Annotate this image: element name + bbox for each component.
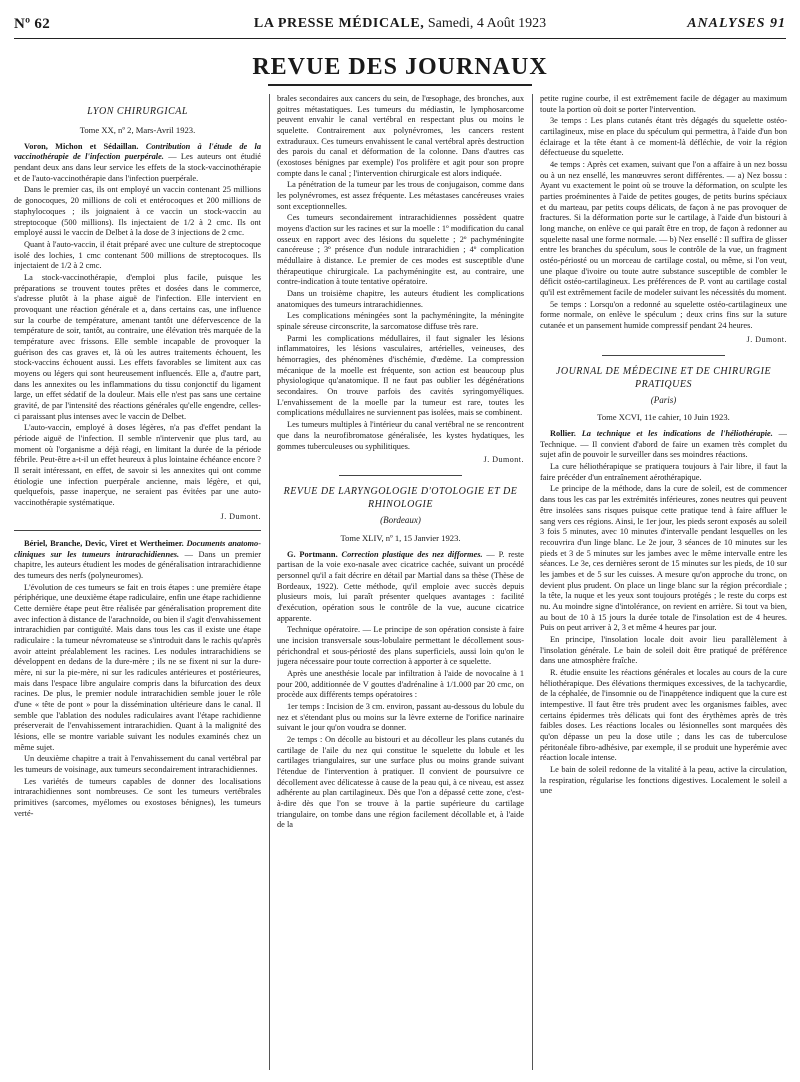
article-paragraph [14, 142, 261, 185]
paragraph-text: La cure héliothérapique se pratiquera toujours à l'air libre, il faut la faire précéder d'un entraînement aérothérapique. [540, 462, 787, 482]
paragraph-text: Les variétés de tumeurs capables de donner des localisations intrarachidiennes sont nombreuses. Ce sont les tumeurs vertébrales primitives (sarcomes, myélomes ou exostoses bénignes), les tumeurs verté- [14, 776, 261, 818]
paragraph-text: — Dans un premier chapitre, les auteurs étudient les modes de généralisation intrarachidienne des tumeurs des nerfs (polyneuromes). [14, 549, 261, 580]
column-divider [269, 94, 270, 1070]
signature: J. Dumont. [746, 334, 787, 344]
article-authors: Voron, Michon et Sédaillan. [24, 141, 139, 151]
article-separator [339, 475, 463, 476]
paragraph-text: Les tumeurs multiples à l'intérieur du canal vertébral ne se rencontrent que dans la neurofibromatose généralisée, les kystes hydatiques, les gommes tuberculeuses ou syphilitiques. [277, 420, 524, 451]
journal-issue: Tome XCVI, 11e cahier, 10 Juin 1923. [597, 412, 730, 423]
journal-place: (Bordeaux) [380, 515, 421, 525]
paragraph-text: petite rugine courbe, il est extrêmement facile de dégager au maximum toute la portion où doit se porter l'intervention. [540, 94, 787, 114]
column-1 [14, 98, 261, 1068]
page-number: Nº 62 [14, 16, 51, 32]
paragraph-text: 2e temps : On décolle au bistouri et au décolleur les plans cutanés du cartilage de l'aile du nez qui constitue le squelette du lobule et les cartilages triangulaires, sur une surface plus ou moins grande suivant l'étendue de l'intervention à pratiquer. Il convient de poursuivre ce décollement avec délicatesse à cause de la peau qui, à ce niveau, est assez adhérente au plan cartilagineux. Dès que l'on a dépassé cette zone, c'est-à-dire dès que l'on se trouve à la partie supérieure du cartilage triangulaire, on tombe dans une région facilement décollable et, à l'aide de la [277, 734, 524, 830]
column-divider [532, 94, 533, 1070]
paragraph-text: Technique opératoire. — Le principe de son opération consiste à faire une incision transversale sous-lobulaire permettant le décollement sous-périchondral et sous-périosté des plans superficiels, aussi loin qu'on le jugera nécessaire pour toute correction à apporter à ce squelette. [277, 625, 524, 667]
paragraph-text: Le bain de soleil redonne de la vitalité à la peau, active la circulation, la respiration, régularise les fonctions digestives. Localement le soleil a une [540, 764, 787, 796]
paragraph-text: Quant à l'auto-vaccin, il était préparé avec une culture de streptocoque isolé des lochies, 1 cmc contenant 500 millions de streptocoques. Ils injectaient de 1/2 à 2 cmc. [14, 239, 261, 271]
paragraph-text: Parmi les complications médullaires, il faut signaler les lésions inflammatoires, les lésions vasculaires, artérielles, veineuses, des hémorragies, des phénomènes d'ischémie, d'œdème. La compression mécanique de la moelle est fréquente, son action est beaucoup plus physiologique qu'anatomique. Il ne faut pas oublier les dégénérations secondaires. On trouve parfois des cavités syringomyéliques. L'envahissement de la moelle par la tumeur est rare, toutes les complications médullaires ne surviennent pas isolées, mais se combinent. [277, 333, 524, 418]
paragraph-text: La stock-vaccinothérapie, d'emploi plus facile, puisque les préparations se trouvent toutes prêtes et dosées dans le commerce, s'adresse plutôt à la phase aiguë de l'infection. Elle intervient en provoquant une réaction générale et a, dans certains cas, une influence sur la courbe de température, amenant tantôt une défervescence de la température de soir, tantôt, au contraire, une élévation très marquée de la température avec frissons. Elle semble incapable de provoquer la guérison des cas graves et, là où les autres traitements échouent, les stock-vaccins échouent aussi. Les effets favorables se limitent aux cas moyens ou légers qui sont heureusement influencés. Elle a, d'autre part, dans les annexites ou les inflammations du tissu conjonctif du ligament large, un effet sédatif de la douleur. Mais elle n'est pas sans une certaine gravité, de par l'intensité des réactions générales qu'elle engendre, celles-ci paraissant plus intenses avec le vaccin de Delbet. [14, 272, 261, 421]
article-title: Documents anatomo-cliniques sur les tumeurs intrarachidiennes. [14, 538, 261, 559]
signature: J. Dumont. [220, 511, 261, 521]
journal-place: (Paris) [650, 394, 677, 405]
column-3 [540, 94, 787, 1064]
paragraph-text: Le principe de la méthode, dans la cure de soleil, est de commencer dans tous les cas par les extrémités inférieures, zones neutres qui peuvent être insolées sans risques puisque cette pratique tend à faire affluer le sang vers ces régions. Ainsi, le 1er jour, les pieds seront exposés au soleil 3 fois 5 minutes, avec 10 minutes d'intervalle pendant lesquelles on les recouvrira d'un linge blanc. Le 2e jour, 3 séances de 10 minutes sur les pieds et 3 de 5 minutes sur les jambes avec le même intervalle entre les séances. Le 3e, ces dernières seront de 15 minutes sur les pieds, de 10 sur les jambes et de 5 sur les cuisses. A mesure qu'on approche du tronc, on devient plus prudent. On place un linge blanc sur la région précordiale ; la tête, la nuque et les yeux sont toujours protégés ; le reste du corps est nu. Au moindre signe d'intolérance, on revient en arrière. Si tout va bien, au bout de 10 à 15 jours la durée totale de l'insolation est de 4 heures. Puis on peut arriver à 2, 3 et même 4 heures par jour. [540, 484, 787, 633]
article-title: La technique et les indications de l'héliothérapie. [581, 429, 773, 439]
paragraph-text: 5e temps : Lorsqu'on a redonné au squelette ostéo-cartilagineux une forme normale, on enlève le spéculum ; deux crins fins sur la suture cutanée et un pansement humide compressif pendant 24 heures. [540, 299, 787, 331]
masthead-rule [14, 38, 786, 39]
paragraph-text: Dans un troisième chapitre, les auteurs étudient les complications anatomiques des tumeurs intrarachidiennes. [277, 289, 524, 309]
article-title: Contribution à l'étude de la vaccinothérapie de l'infection puerpérale. [14, 141, 261, 162]
paragraph-text: R. étudie ensuite les réactions générales et locales au cours de la cure héliothérapique. Des élévations thermiques excessives, de la tachycardie, de la céphalée, de l'insomnie ou de l'inappétence indiquent que la cure est intempestive. Il faut être très prudent avec les organismes faibles, avec certains épidermes très délicats qui font des érythèmes après de très faibles doses. Les réactions locales ou lésionnelles sont marquées dès qu'on dépasse un peu la dose utile ; dans les cas de tuberculose péritonéale fibro-adhésive, par exemple, il se produit une hyperémie avec réaction locale intense. [540, 667, 787, 763]
paragraph-text: Après une anesthésie locale par infiltration à l'aide de novocaïne à 1 pour 200, additionnée de V gouttes d'adrénaline à 1/1.000 par 20 cmc, on procède aux différents temps opératoires : [277, 668, 524, 700]
paragraph-text: Les complications méningées sont la pachyméningite, la méningite spinale séreuse circonscrite, la sarcomatose diffuse très rare. [277, 311, 524, 332]
article-authors: Rollier. [550, 429, 576, 439]
journal-heading: LYON CHIRURGICAL [87, 106, 188, 117]
journal-issue: Tome XLIV, nº 1, 15 Janvier 1923. [340, 532, 461, 543]
section-title: REVUE DES JOURNAUX [252, 54, 548, 80]
journal-issue: Tome XX, nº 2, Mars-Avril 1923. [79, 124, 196, 135]
article-separator [602, 355, 726, 356]
journal-heading: JOURNAL DE MÉDECINE ET DE CHIRURGIE PRATIQUES [555, 366, 772, 390]
article-title: Correction plastique des nez difformes. [341, 549, 483, 559]
paragraph-text: Dans le premier cas, ils ont employé un vaccin contenant 25 millions de gonocoques, 20 millions de coli et entérocoques et 200 millions de staphylocoques ; ils joignaient à ce vaccin un stock-vaccin au streptocoque (500 millions). Ils injectaient de 1/2 à 2 cmc. Ils ont employé aussi le vaccin de Delbet à la dose de 3 injections de 2 cmc. [14, 185, 261, 238]
article-authors: G. Portmann. [287, 549, 338, 559]
article-authors: Bériel, Branche, Devic, Viret et Wertheimer. [24, 538, 184, 548]
paragraph-text: 4e temps : Après cet examen, suivant que l'on a affaire à un nez bossu ou à un nez ensellé, les manœuvres seront différentes. — a) Nez bossu : Ayant vu exactement le point où se trouve la déformation, on sculpte les parties proéminentes à l'aide de petites gouges, de petits burins spéciaux et du marteau, par petits coups délicats, de façon à ne pas provoquer de fractures. Si la déformation porte sur le cartilage, à l'aide d'un bistouri à long manche, on enlève ce qui paraît être en trop, de façon à redonner au squelette nasal une forme normale. — b) Nez ensellé : Il suffira de glisser entre les branches du spéculum, sous le contrôle de la vue, un fragment ostéo-périosté ou un morceau de cartilage costal, ou même, si l'on veut, une plaque d'ivoire ou toute autre substance susceptible de combler le déficit ostéo-cartilagineux. Les préférences de P. vont au cartilage costal qu'il est extrêmement facile de modeler suivant les nécessités du moment. [540, 160, 787, 298]
article-paragraph [14, 539, 261, 582]
paragraph-text: — Les auteurs ont étudié pendant deux ans dans leur service les effets de la stock-vaccinothérapie et de l'auto-vaccinothérapie dans l'infection puerpérale. [14, 152, 261, 183]
paragraph-text: La pénétration de la tumeur par les trous de conjugaison, comme dans les polynévromes, est assez fréquente. Les métastases cancéreuses vraies sont exceptionnelles. [277, 180, 524, 211]
signature: J. Dumont. [483, 455, 524, 465]
column-2 [277, 94, 524, 1064]
paragraph-text: Un deuxième chapitre a trait à l'envahissement du canal vertébral par les tumeurs de voisinage, aux tumeurs secondairement intrarachidiennes. [14, 754, 261, 774]
paragraph-text: L'évolution de ces tumeurs se fait en trois étapes : une première étape périphérique, une deuxième étape radiculaire, enfin une étape rachidienne Cette dernière étape peut être réalisée par généralisation proprement dite avec infection à distance de l'arachnoïde, ou bien il s'agit d'envahissement intrarachidien par contiguïté. Mais dans tous les cas il existe une étape radiculaire : la tumeur névromateuse se s'introduit dans le rachis qu'après avoir atteint préalablement les racines. Les nodules intrarachidiens se développent en dedans de la dure-mère ; ils ne se fixent ni sur la dure-mère, ni sur la pie-mère, ni sur les radicules antérieures et postérieures, mais dans l'espace libre angulaire compris dans la bifurcation des deux racines. De plus, le premier nodule intrarachidien semble jouer le rôle d'une « tête de pont » pour la dissémination ultérieure dans le canal. Il semble que l'ablation des nodules radiculaires avant l'étape rachidienne préserverait de l'envahissement intrarachidien. Quant à la malignité des lésions, elle se montre variable suivant les nodules examinés chez un même sujet. [14, 582, 261, 752]
journal-name: LA PRESSE MÉDICALE, [253, 16, 425, 31]
masthead [14, 10, 786, 38]
article-paragraph [277, 550, 524, 625]
paragraph-text: Ces tumeurs secondairement intrarachidiennes possèdent quatre moyens d'action sur les racines et sur la moelle : 1º modification du canal osseux en rapport avec des lésions du squelette ; 2º pachyméningite cancéreuse ; 3º présence d'un nodule intrarachidien ; 4º complication médullaire à distance. Le premier de ces modes est susceptible d'une thérapeutique chirurgicale. La pachyméningite est, au contraire, une contre-indication à toute tentative opératoire. [277, 213, 524, 287]
paragraph-text: L'auto-vaccin, employé à doses légères, n'a pas d'effet pendant la période aiguë de l'infection. Il semble n'intervenir que plus tard, au moment où l'organisme a déjà réagi, en limitant la durée de la période fébrile. Peut-être a-t-il un effet heureux à plus lointaine échéance encore ? Il serait intéressant, en effet, de savoir si les annexites qui ont comme étiologie une infection puerpérale ancienne, mais légère, et qui, quelquefois, passe inaperçue, ne seraient pas évitées par une auto-vaccinothérapie systématique. [14, 423, 261, 507]
journal-heading: REVUE DE LARYNGOLOGIE D'OTOLOGIE ET DE RHINOLOGIE [283, 486, 518, 511]
paragraph-text: 3e temps : Les plans cutanés étant très dégagés du squelette ostéo-cartilagineux, mise en place du spéculum qui permettra, à l'aide d'un bon éclairage et la tête étant à ce moment-là défléchie, de voir la région défectueuse du squelette. [540, 116, 787, 158]
paragraph-text: En principe, l'insolation locale doit avoir lieu parallèlement à l'insolation générale. Le bain de soleil doit être pratiqué de préférence dans une atmosphère fraîche. [540, 634, 787, 666]
paragraph-text: brales secondaires aux cancers du sein, de l'œsophage, des bronches, aux goitres métastatiques. Les tumeurs du médiastin, le lymphosarcome peuvent envahir le canal vertébral en respectant plus ou moins le squelette. Contrairement aux polynévromes, les cancers restent extraduraux. Ces tumeurs envahissent le canal vertébral après destruction des parois du canal et déformation de la colonne. Dans d'autres cas (exostoses bénignes par exemple) l'os prolifère et agit pour son propre compte dans le canal ; l'intervention chirurgicale est alors indiquée. [277, 94, 524, 178]
journal-date [14, 16, 786, 32]
issue-date: Samedi, 4 Août 1923 [427, 16, 547, 31]
article-paragraph [540, 429, 787, 461]
paragraph-text: — Technique. — Il convient d'abord de faire un examen très complet du sujet afin de pouvoir le surveiller dans ses moindres réactions. [540, 429, 787, 460]
article-separator [14, 530, 261, 531]
paragraph-text: — P. reste partisan de la voie exo-nasale avec cicatrice cachée, suivant un procédé personnel qu'il a fait décrire en détail par Martial dans sa thèse (Thèse de Bordeaux, 1922). Cette méthode, qu'il emploie avec succès depuis plusieurs mois, lui paraît présenter quelques avantages : facilité d'exécution, opération sous le contrôle de la vue, aucune cicatrice apparente. [277, 549, 524, 623]
paragraph-text: 1er temps : Incision de 3 cm. environ, passant au-dessous du lobule du nez et s'étendant plus ou moins sur la lèvre externe de l'orifice narinaire suivant le jour qu'on voudra se donner. [277, 701, 524, 733]
title-rule [268, 84, 532, 86]
section-page-label: ANALYSES 91 [687, 16, 786, 31]
